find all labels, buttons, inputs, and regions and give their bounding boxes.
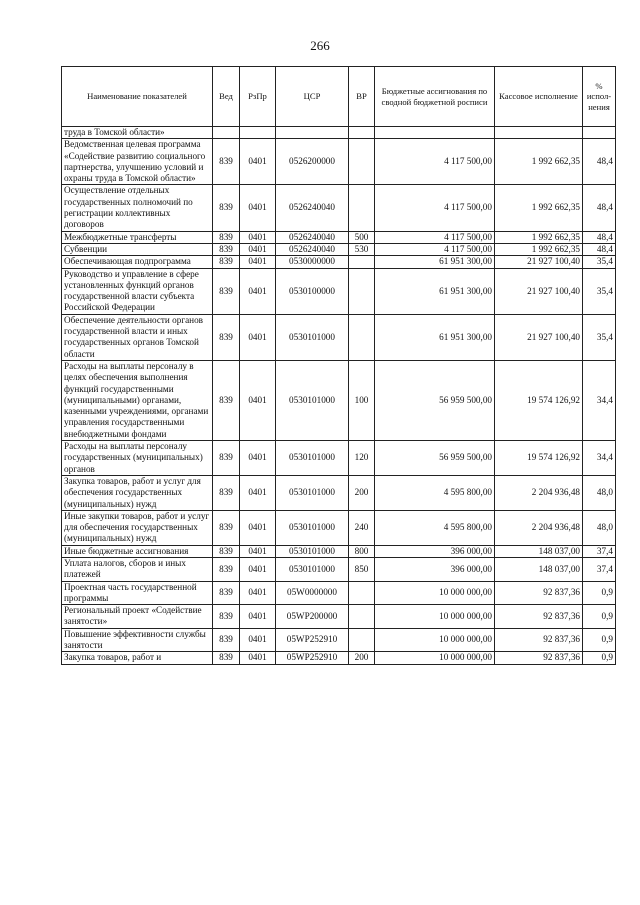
header-executed: Кассовое исполнение — [495, 67, 583, 127]
row-executed: 1 992 662,35 — [495, 139, 583, 185]
row-ved: 839 — [213, 185, 240, 231]
row-assigned: 10 000 000,00 — [375, 628, 495, 652]
table-row — [62, 628, 616, 652]
row-rzpr: 0401 — [240, 256, 276, 268]
row-vr: 200 — [349, 652, 375, 664]
row-percent — [583, 127, 616, 139]
row-csr: 05WP200000 — [276, 605, 349, 629]
table-row — [62, 605, 616, 629]
row-vr: 850 — [349, 557, 375, 581]
row-csr: 0526240040 — [276, 243, 349, 255]
row-executed: 19 574 126,92 — [495, 441, 583, 476]
row-executed: 21 927 100,40 — [495, 256, 583, 268]
header-percent: % испол-нения — [583, 67, 616, 127]
row-vr — [349, 628, 375, 652]
table-row — [62, 510, 616, 545]
table-row — [62, 652, 616, 664]
table-row — [62, 139, 616, 185]
table-header-row — [62, 67, 616, 127]
row-percent: 48,0 — [583, 475, 616, 510]
row-vr: 500 — [349, 231, 375, 243]
row-vr: 200 — [349, 475, 375, 510]
row-assigned: 4 117 500,00 — [375, 231, 495, 243]
row-rzpr: 0401 — [240, 581, 276, 605]
row-csr: 05WP252910 — [276, 652, 349, 664]
row-percent: 48,4 — [583, 139, 616, 185]
header-name: Наименование показателей — [62, 67, 213, 127]
row-assigned: 4 595 800,00 — [375, 510, 495, 545]
row-csr: 0530101000 — [276, 360, 349, 440]
row-rzpr: 0401 — [240, 628, 276, 652]
row-assigned: 4 117 500,00 — [375, 185, 495, 231]
row-csr: 0530101000 — [276, 557, 349, 581]
row-rzpr: 0401 — [240, 545, 276, 557]
row-csr: 0530101000 — [276, 314, 349, 360]
table-row — [62, 545, 616, 557]
row-percent: 48,4 — [583, 243, 616, 255]
budget-execution-table — [61, 66, 616, 665]
row-vr: 530 — [349, 243, 375, 255]
row-name: Обеспечение деятельности органов государственной власти и иных государственных органов Томской области — [62, 314, 213, 360]
header-assigned: Бюджетные ассигнования по сводной бюджетной росписи — [375, 67, 495, 127]
row-rzpr: 0401 — [240, 557, 276, 581]
row-assigned: 61 951 300,00 — [375, 256, 495, 268]
page-number: 266 — [310, 38, 330, 53]
row-assigned: 396 000,00 — [375, 557, 495, 581]
row-ved: 839 — [213, 268, 240, 314]
row-ved: 839 — [213, 256, 240, 268]
row-csr: 0526200000 — [276, 139, 349, 185]
row-ved: 839 — [213, 314, 240, 360]
row-rzpr: 0401 — [240, 243, 276, 255]
table-row — [62, 256, 616, 268]
row-executed — [495, 127, 583, 139]
row-csr: 0530101000 — [276, 441, 349, 476]
row-assigned: 4 117 500,00 — [375, 139, 495, 185]
table-row — [62, 127, 616, 139]
row-rzpr: 0401 — [240, 510, 276, 545]
row-percent: 34,4 — [583, 441, 616, 476]
row-ved: 839 — [213, 581, 240, 605]
row-rzpr: 0401 — [240, 139, 276, 185]
row-executed: 21 927 100,40 — [495, 314, 583, 360]
row-assigned: 61 951 300,00 — [375, 268, 495, 314]
row-csr: 0526240040 — [276, 231, 349, 243]
row-percent: 0,9 — [583, 628, 616, 652]
row-executed: 1 992 662,35 — [495, 185, 583, 231]
row-percent: 37,4 — [583, 545, 616, 557]
row-vr: 120 — [349, 441, 375, 476]
row-rzpr: 0401 — [240, 605, 276, 629]
header-rzpr: РзПр — [240, 67, 276, 127]
row-vr — [349, 605, 375, 629]
row-percent: 35,4 — [583, 314, 616, 360]
row-rzpr: 0401 — [240, 360, 276, 440]
row-executed: 1 992 662,35 — [495, 243, 583, 255]
row-ved: 839 — [213, 441, 240, 476]
row-percent: 37,4 — [583, 557, 616, 581]
row-name: Региональный проект «Содействие занятости» — [62, 605, 213, 629]
row-percent: 35,4 — [583, 256, 616, 268]
row-name: Уплата налогов, сборов и иных платежей — [62, 557, 213, 581]
row-name: Осуществление отдельных государственных полномочий по регистрации коллективных договоров — [62, 185, 213, 231]
row-percent: 0,9 — [583, 652, 616, 664]
row-percent: 0,9 — [583, 581, 616, 605]
row-assigned: 4 595 800,00 — [375, 475, 495, 510]
row-executed: 21 927 100,40 — [495, 268, 583, 314]
row-csr: 0530100000 — [276, 268, 349, 314]
row-assigned: 10 000 000,00 — [375, 581, 495, 605]
row-rzpr: 0401 — [240, 652, 276, 664]
row-ved: 839 — [213, 628, 240, 652]
row-ved: 839 — [213, 139, 240, 185]
row-csr: 0530101000 — [276, 545, 349, 557]
table-row — [62, 557, 616, 581]
row-ved — [213, 127, 240, 139]
row-ved: 839 — [213, 652, 240, 664]
row-percent: 48,4 — [583, 231, 616, 243]
row-assigned — [375, 127, 495, 139]
header-csr: ЦСР — [276, 67, 349, 127]
row-executed: 92 837,36 — [495, 605, 583, 629]
row-rzpr: 0401 — [240, 475, 276, 510]
row-executed: 92 837,36 — [495, 581, 583, 605]
row-csr: 0530000000 — [276, 256, 349, 268]
row-name: Расходы на выплаты персоналу государственных (муниципальных) органов — [62, 441, 213, 476]
row-rzpr: 0401 — [240, 314, 276, 360]
row-vr: 800 — [349, 545, 375, 557]
row-assigned: 10 000 000,00 — [375, 605, 495, 629]
row-percent: 35,4 — [583, 268, 616, 314]
row-assigned: 4 117 500,00 — [375, 243, 495, 255]
row-ved: 839 — [213, 605, 240, 629]
row-name: Расходы на выплаты персоналу в целях обеспечения выполнения функций государственными (муниципальными) органами, казенными учреждениями, органами управления государственными внебюджетными фондами — [62, 360, 213, 440]
row-percent: 0,9 — [583, 605, 616, 629]
row-assigned: 10 000 000,00 — [375, 652, 495, 664]
row-ved: 839 — [213, 545, 240, 557]
row-csr: 05WP252910 — [276, 628, 349, 652]
row-assigned: 396 000,00 — [375, 545, 495, 557]
table-row — [62, 314, 616, 360]
row-rzpr: 0401 — [240, 231, 276, 243]
row-name: Иные бюджетные ассигнования — [62, 545, 213, 557]
row-executed: 92 837,36 — [495, 652, 583, 664]
table-row — [62, 185, 616, 231]
row-executed: 148 037,00 — [495, 557, 583, 581]
row-percent: 48,4 — [583, 185, 616, 231]
header-vr: ВР — [349, 67, 375, 127]
table-row — [62, 441, 616, 476]
header-ved: Вед — [213, 67, 240, 127]
row-ved: 839 — [213, 475, 240, 510]
row-ved: 839 — [213, 360, 240, 440]
table-row — [62, 243, 616, 255]
row-name: Ведомственная целевая программа «Содействие развитию социального партнерства, улучшению условий и охраны труда в Томской области» — [62, 139, 213, 185]
row-name: Иные закупки товаров, работ и услуг для обеспечения государственных (муниципальных) нужд — [62, 510, 213, 545]
row-vr — [349, 185, 375, 231]
row-vr — [349, 127, 375, 139]
row-ved: 839 — [213, 510, 240, 545]
table-body — [62, 127, 616, 665]
row-name: Руководство и управление в сфере установленных функций органов государственной власти субъекта Российской Федерации — [62, 268, 213, 314]
row-csr: 05W0000000 — [276, 581, 349, 605]
row-executed: 19 574 126,92 — [495, 360, 583, 440]
row-executed: 92 837,36 — [495, 628, 583, 652]
row-csr: 0530101000 — [276, 510, 349, 545]
row-executed: 2 204 936,48 — [495, 510, 583, 545]
row-rzpr: 0401 — [240, 441, 276, 476]
row-name: Закупка товаров, работ и — [62, 652, 213, 664]
table-row — [62, 231, 616, 243]
row-name: Межбюджетные трансферты — [62, 231, 213, 243]
row-name: Повышение эффективности службы занятости — [62, 628, 213, 652]
table-row — [62, 268, 616, 314]
row-percent: 48,0 — [583, 510, 616, 545]
row-vr — [349, 268, 375, 314]
row-rzpr: 0401 — [240, 268, 276, 314]
row-vr — [349, 139, 375, 185]
row-executed: 148 037,00 — [495, 545, 583, 557]
row-ved: 839 — [213, 557, 240, 581]
row-percent: 34,4 — [583, 360, 616, 440]
row-vr — [349, 314, 375, 360]
row-rzpr — [240, 127, 276, 139]
row-name: Субвенции — [62, 243, 213, 255]
row-vr: 240 — [349, 510, 375, 545]
row-executed: 2 204 936,48 — [495, 475, 583, 510]
row-csr — [276, 127, 349, 139]
table-row — [62, 475, 616, 510]
row-executed: 1 992 662,35 — [495, 231, 583, 243]
row-assigned: 56 959 500,00 — [375, 360, 495, 440]
row-vr: 100 — [349, 360, 375, 440]
row-rzpr: 0401 — [240, 185, 276, 231]
row-assigned: 61 951 300,00 — [375, 314, 495, 360]
row-ved: 839 — [213, 231, 240, 243]
row-csr: 0526240040 — [276, 185, 349, 231]
row-name: Закупка товаров, работ и услуг для обеспечения государственных (муниципальных) нужд — [62, 475, 213, 510]
row-name: Обеспечивающая подпрограмма — [62, 256, 213, 268]
table-row — [62, 581, 616, 605]
row-name: Проектная часть государственной программы — [62, 581, 213, 605]
row-csr: 0530101000 — [276, 475, 349, 510]
row-vr — [349, 581, 375, 605]
row-ved: 839 — [213, 243, 240, 255]
table-row — [62, 360, 616, 440]
row-vr — [349, 256, 375, 268]
row-assigned: 56 959 500,00 — [375, 441, 495, 476]
row-name: труда в Томской области» — [62, 127, 213, 139]
